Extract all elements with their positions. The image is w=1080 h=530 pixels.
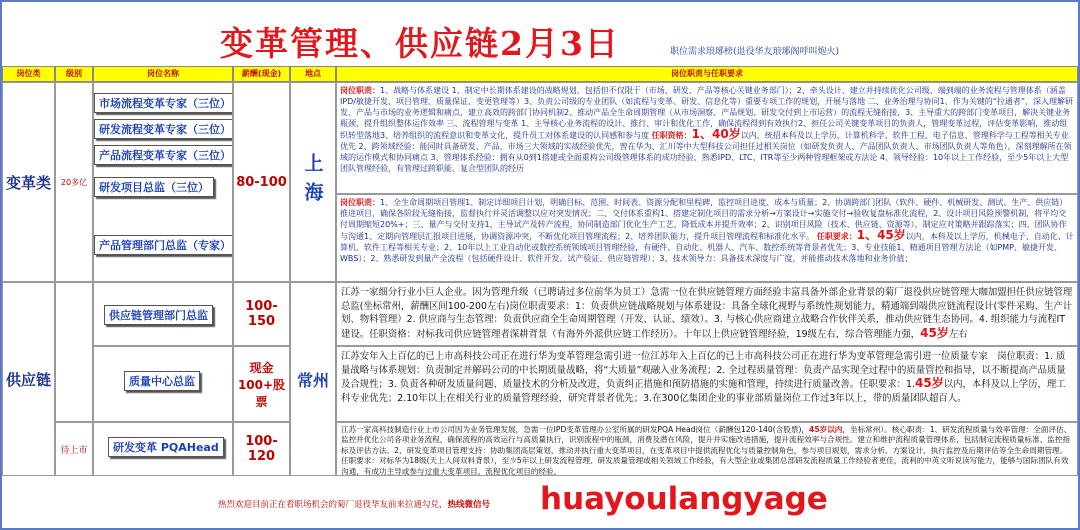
grade-supply: 待上市 [55,422,93,476]
header-position: 岗位名称 [93,66,233,82]
job-title: 产品管理部门总监（专家） [94,235,233,255]
description-tail: 以内，本科及以上学历，理工科专业优先；2.10年以上在相关行业的质量管理经验，研究背景者优先；3.在300亿集团企业的事业部质量岗位工作过3年以上，带的质量团队超百人。 [341,379,1066,404]
salary-supply-1: 100-150 [233,282,290,346]
duty-text: 1、战略与体系建设 1、制定中长期体系建设的战略规划，包括但不仅限于（市场、研发、产品等核心关键业务部门）；2、牵头设计、建立并持续优化公司级、端到端的业务流程与管理体系（涵盖IPD/敏捷开发、项目管理、质量保证、变更管理等）3、负责公司级的专业团队（如流程与变革、研发、信息化等）重要专项工作的规划，开展与落地 二、业务治理与协同1、作为关键的“拉通者”，深入理解研发、产品与市场的业务逻辑和痛点，建立高效的跨部门协同机制2、推动产品全生命周期管理（从市场洞察、产品规划、研发交付到上市运营）的流程无缝衔接，3、主导重大的跨部门变革项目，解决关键业务瓶颈，提升组织整体运作效率 三、流程管理与变革 1、主导核心业务流程的设计、推行、审计和优化工作，确保流程得到有效执行2、担任公司关键变革项目的负责人，管理变革过程，评估变革影响，推动组织转型落地3、培养组织的流程意识和变革文化，提升员工对体系建设的认同感和参与度 [340,86,1074,140]
footer-note [218,498,490,510]
category-change: 变革类 [2,82,55,282]
description-supply-2 [336,346,1078,422]
description-tail: 左右 [948,328,968,340]
job-title: 质量中心总监 [124,371,200,391]
page-title: 变革管理、供应链2月3日 [220,24,620,63]
title-bar [2,2,1078,64]
position-cell [93,422,233,476]
footer-text: 热烈欢迎目前正在看职场机会的菊厂退役华友前来拉通勾兑， [218,500,448,510]
wechat-id: huayoulangyage [540,481,828,517]
description-supply-3 [336,422,1078,476]
age-highlight: 45岁以内 [809,425,843,434]
header-location: 地点 [290,66,336,82]
job-title: 研发变革 PQAHead [108,437,224,457]
job-title: 市场流程变革专家（三位） [94,93,233,113]
duty-heading: 岗位职责： [340,198,380,207]
position-cell [93,282,233,346]
location-change: 上海 [290,82,336,282]
age-highlight: 45岁 [915,376,944,391]
description-change-1 [336,82,1078,194]
duty-text: 1、全生命周期项目管理1、制定详细项目计划，明确目标、范围、时间表、资源分配和里程碑，监控项目进度、成本与质量；2、协调跨部门团队（软件、硬件、机械研发、测试、生产、供应链）推进项目，确保各阶段无缝衔接，监督执行并灵活调整以应对突发情况；二、交付体系重构1、搭建定制化项目的需求分析→方案设计→实施交付→验收复盘标准化流程，2、设计项目风险预警机制，将平均交付周期缩短20%+；三、量产与交付支持1、主导试产及转产流程，协同制造部门优化生产工艺，降低成本并提升效率；2、识别项目风险（技术、供应链、资源等），制定应对策略并跟踪落实；四、团队协作与沟通1、定期向管理层汇报项目进展，协调资源冲突，不断优化项目管理流程；2、培养团队能力，提升项目管理流程和标准化水平。 [340,198,1068,241]
description-text: 江苏一家高科技制造行业上市公司因为业务管理发展，急需一位IPD变革管理办公室所属的研发PQA Head岗位（薪酬包120-140(含股票)， [341,425,810,434]
salary-supply-3: 100-120 [233,422,290,476]
job-title: 研发流程变革专家（三位） [94,119,233,139]
job-title: 研发项目总监（三位） [94,177,214,197]
age-highlight: 1、45岁 [856,228,906,242]
description-change-2 [336,194,1078,282]
location-supply: 常州 [290,282,336,476]
requirement-heading: 任职资格： [651,131,692,140]
age-highlight: 45岁 [920,325,949,340]
description-supply-1 [336,282,1078,346]
title-note: 职位需求琅琊榜(退役华友琅琊阁呼叫炮火) [670,47,840,57]
header-salary: 薪酬(现金) [233,66,290,82]
grade-supply-top [55,282,93,422]
header-category: 岗位类 [2,66,55,82]
requirement-heading: 任职要求： [816,232,857,241]
category-supply: 供应链 [2,282,55,476]
header-grade: 级别 [55,66,93,82]
footer [2,476,1078,528]
age-highlight: 1、40岁 [691,127,741,141]
requirement-text: 以内，本科及以上学历，机械电子、自动化、计算机、软件工程等相关专业；2、10年以上工业自动化或数控系统领域项目管理经验，有硬件、自动化、机器人、汽车、数控系统等背景者优先；3、专业技能1、精通项目管理方法论（如PMP、敏捷开发、WBS）；2、熟悉研发到量产全流程（包括硬件设计、软件开发、试产验证、供应链管理）；3、技术领导力：具备技术深度与广度，并能推动技术落地和业务价值； [340,232,1074,263]
description-text: 江苏一家细分行业小巨人企业。因为管理升级（已聘请过多位前华为员工）急需一位在供应链管理方面经验丰富具备外部企业背景的菊厂退役供应链管理大咖加盟担任供应链管理总监(坐标常州，薪酬区间100-200左右)岗位职责要求：1：负责供应链战略规划与体系建设：具备全球化视野与系统性规划能力，精通端到端供应链流程设计(零件采购、生产计划、物料管理）2. 供应商与生态管理：负责供应商全生命周期管理（开发、认证、绩效）。3. 与核心供应商建立战略合作伙伴关系，推动供应链生态协同。4. 组织能力与流程IT建设。任职资格：对标我司供应链管理者深耕背景（有海外外派供应链工作经历）。十年以上供应链管理经验，19级左右，综合管理能力强， [341,287,1073,340]
duty-heading: 岗位职责： [340,86,380,95]
description-tail: ，坐标常州）。核心职责：1、研发流程质量与效率管理：全面评估、监控并优化公司各项业务流程，确保流程的高效运行与高质量执行，识别流程中的瓶颈，消费及潜在风险，提升并实施改进措施，提升流程效率与合规性。建立和维护流程质量管理体系，包括制定流程质量标准、监控指标及评估方法。2、研发变革项目管理支持：协助集团高层策划，推动并执行重大变革项目，在变革项目中提供流程优化与质量控制角色，参与项目规划，需求分析、方案设计，执行监控及后期评估等全生命周期管理。任职要求：对标华为18级(天上人间双料背景），至少5年以上研发流程管理、研发质量管理或相关领域工作经验，有大型企业或集团总部研发流程质量工作经验者更佳，流利的中英文听说读写能力，能够与国际团队有效沟通，有成功主导或参与过重大变革项目、流程优化项目的经验。 [341,425,1072,476]
job-title: 产品流程变革专家（三位） [94,145,233,165]
salary-change: 80-100 [233,82,290,282]
salary-supply-2: 现金100+股票 [233,346,290,422]
description-text: 江苏安年入上百亿的已上市高科技公司正在进行华为变革管理急需引进一位江苏年入上百亿的已上市高科技公司正在进行华为变革管理急需引进一位质量专家 岗位职责：1. 质量战略与体系规划：负责制定并解码公司的中长期质量战略，将“大质量”观融入业务流程；2. 全过程质量管理：负责产品实现全过程中的质量管控和指导，以不断提高产品质量及合规性；3. 负责各种研发质量问题、质量技术的分析及改进，负责纠正措施和预防措施的实施和管理，持续进行质量改善。任职要求：1. [341,351,1066,391]
header-requirements: 岗位职责与任职要求 [336,66,1078,82]
job-title: 供应链管理部门总监 [104,305,213,325]
position-cell [93,346,233,422]
requirement-text: 以内，统招本科及以上学历，计算机科学、软件工程、电子信息、管理科学与工程等相关专业优先 2、跨领域经验：能同时具备研发、产品、市场三大领域的实战经验优先，曾在华为、汇川等中大型科技公司担任过相关岗位（如研发负责人、产品团队负责人、市场团队负责人等角色），深刻理解所在领域的运作模式和协同痛点 3、管理体系经验：拥有从0到1搭建或全面重构公司级管理体系的成功经验，熟悉IPD、LTC、ITR等至少两种管理框架或方法论 4、领导经验：10年以上工作经验，至少5年以上大型团队管理经验，有管理过跨职能、复合型团队的经历 [340,131,1072,173]
position-column-change [93,82,233,282]
footer-contact-label: 热线微信号 [447,500,491,510]
grade-change: 20多亿 [55,82,93,282]
